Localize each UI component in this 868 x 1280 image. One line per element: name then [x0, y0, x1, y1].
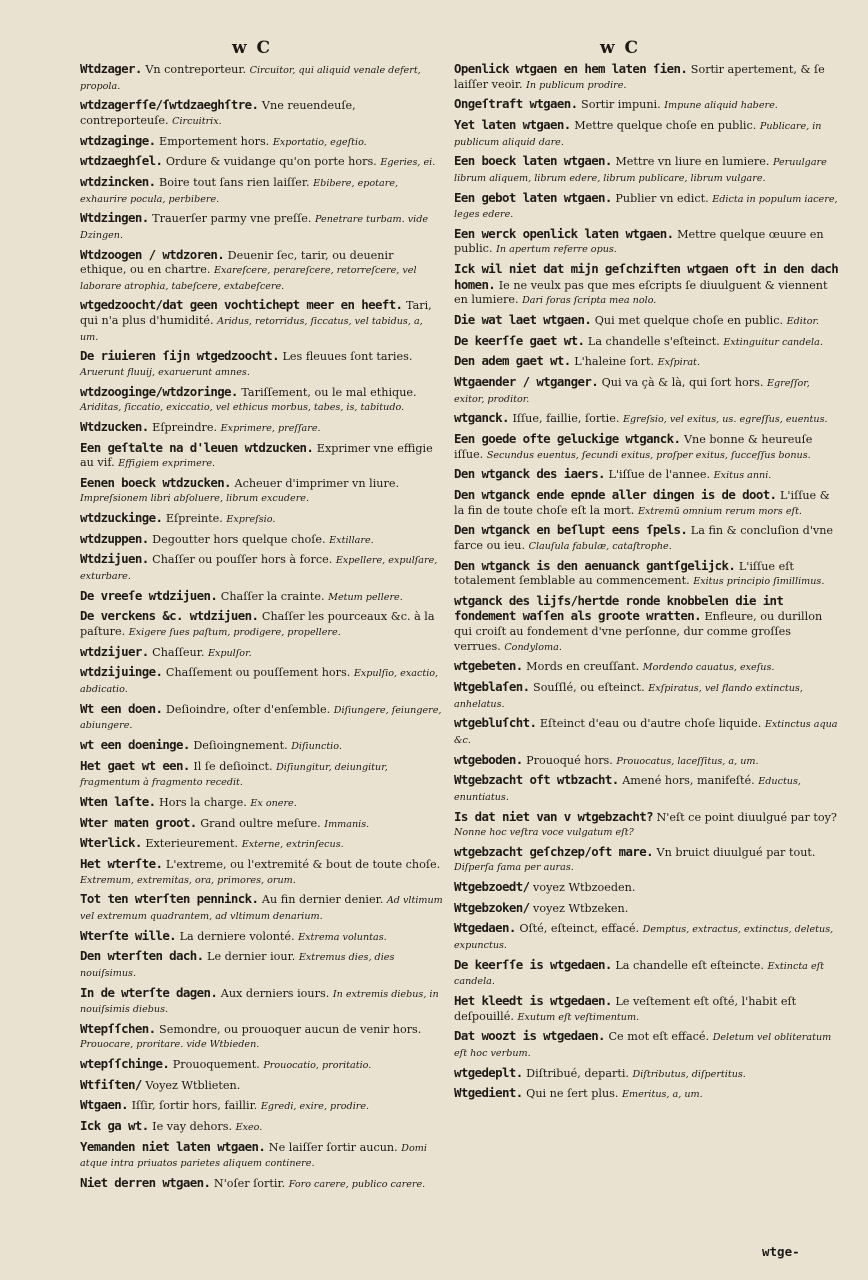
entry-french: Ie vay dehors.	[152, 1120, 233, 1134]
dictionary-entry	[454, 467, 840, 484]
entry-headword: wtdzijuer.	[80, 643, 149, 659]
entry-french: Hors la charge.	[159, 795, 247, 809]
entry-french: L'extreme, ou l'extremité & bout de toute choſe.	[165, 857, 441, 871]
dictionary-entry	[454, 659, 840, 676]
entry-french: Vne bonne & heureuſe iſſue.	[454, 433, 813, 461]
entry-latin: Aruerunt fluuij, exaruerunt amnes.	[80, 366, 250, 378]
entry-latin: Diſiunctio.	[291, 740, 342, 752]
entry-latin: Exprimere, preſſare.	[220, 422, 321, 434]
entry-latin: Diſtributus, diſpertitus.	[632, 1068, 746, 1080]
entry-french: Chaſſement ou pouſſement hors.	[165, 666, 351, 680]
entry-french: Ordure & vuidange qu'on porte hors.	[165, 155, 377, 169]
dictionary-entry	[80, 645, 443, 662]
entry-headword: wtdzincken.	[80, 173, 156, 189]
entry-headword: Een goede ofte geluckige wtganck.	[454, 431, 681, 446]
entry-latin: Foro carere, publico carere.	[288, 1179, 426, 1191]
dictionary-entry	[80, 552, 443, 584]
entry-headword: Wtgedaen.	[454, 920, 516, 936]
entry-french: Deuenir ſec, tarir, ou deuenir ethique, ou en chartre.	[80, 248, 394, 277]
entry-latin: Condyloma.	[504, 641, 562, 653]
dictionary-entry	[454, 958, 840, 990]
entry-french: Il ſe deſioinct.	[193, 759, 273, 773]
entry-headword: Den adem gaet wt.	[454, 353, 571, 369]
entry-headword: Wtgebzoken/	[454, 899, 530, 915]
entry-latin: Egredi, exire, prodire.	[260, 1101, 370, 1113]
dictionary-entry	[80, 98, 443, 129]
entry-headword: Wtepſſchen.	[80, 1020, 156, 1036]
entry-headword: Wten laſte.	[80, 793, 156, 809]
entry-latin: Expulſio, exactio, abdicatio.	[80, 668, 439, 695]
entry-french: N'oſer ſortir.	[213, 1177, 286, 1191]
entry-headword: Wtgebzacht oft wtbzacht.	[454, 772, 619, 788]
entry-headword: De verckens &c. wtdzijuen.	[80, 608, 259, 624]
entry-latin: Peruulgare librum aliquem, librum edere, librum publicare, librum vulgare.	[454, 157, 827, 184]
dictionary-entry	[454, 191, 840, 223]
entry-headword: In de wterſte dagen.	[80, 984, 218, 1000]
entry-latin: Penetrare turbam. vide Dzingen.	[80, 214, 429, 241]
dictionary-entry	[454, 411, 840, 428]
dictionary-entry	[454, 375, 840, 407]
header-left-letters: w C	[232, 38, 273, 58]
entry-french: La derniere volonté.	[179, 929, 295, 943]
dictionary-entry	[80, 665, 443, 697]
entry-french: Au fin dernier denier.	[261, 893, 384, 907]
dictionary-entry	[80, 949, 443, 981]
entry-headword: Den wtganck ende epnde aller dingen is de doot.	[454, 486, 777, 502]
entry-latin: Ex onere.	[250, 797, 297, 809]
entry-headword: Een gebot laten wtgaen.	[454, 189, 612, 205]
entry-latin: Editor.	[786, 315, 820, 327]
entry-headword: Wtgaender / wtganger.	[454, 374, 599, 390]
entry-headword: Wt een doen.	[80, 700, 163, 716]
entry-french: Sortir apertement, & ſe laiſſer veoir.	[454, 63, 825, 91]
entry-french: Les fleuues ſont taries.	[282, 350, 413, 364]
dictionary-entry	[454, 62, 840, 93]
dictionary-entry	[80, 532, 443, 549]
dictionary-entry	[454, 880, 840, 897]
entry-french: Mords en creuſſant.	[526, 660, 640, 674]
entry-french: Trauerſer parmy vne preſſe.	[152, 212, 312, 226]
entry-latin: Expellere, expulſare, exturbare.	[80, 555, 438, 583]
entry-headword: wtepſſchinge.	[80, 1056, 170, 1072]
entry-headword: Wter maten groot.	[80, 814, 197, 830]
entry-french: Grand oultre meſure.	[200, 816, 321, 830]
entry-french: Semondre, ou prouoquer aucun de venir hors.	[159, 1022, 422, 1036]
dictionary-entry	[80, 759, 443, 791]
right-column	[454, 62, 840, 1107]
entry-french: Publier vn edict.	[615, 191, 709, 205]
entry-headword: De keerſſe gaet wt.	[454, 332, 585, 348]
entry-headword: Den wtganck is den aenuanck gantſgelijck.	[454, 557, 736, 573]
entry-latin: Exitus principio ſimillimus.	[693, 576, 825, 588]
entry-french: Chaſſeur.	[152, 645, 205, 659]
entry-headword: Wtdzingen.	[80, 210, 149, 226]
entry-french: Ce mot eſt effacé.	[608, 1030, 710, 1044]
entry-headword: Ongeſtraft wtgaen.	[454, 96, 578, 112]
entry-headword: wtdzagerfſe/ſwtdzaeghſtre.	[80, 97, 259, 113]
entry-headword: Wtgebzoedt/	[454, 879, 530, 895]
dictionary-entry	[454, 921, 840, 953]
dictionary-entry	[454, 262, 840, 309]
entry-french: voyez Wtbzeken.	[533, 901, 629, 915]
dictionary-entry	[80, 702, 443, 734]
dictionary-entry	[80, 1140, 443, 1172]
entry-latin: Secundus euentus, ſecundi exitus, proſper exitus, ſucceſſus bonus.	[486, 449, 811, 461]
dictionary-entry	[80, 857, 443, 888]
catchword: wtge-	[762, 1244, 800, 1259]
entry-french: Degoutter hors quelque choſe.	[152, 532, 326, 546]
entry-headword: Yemanden niet laten wtgaen.	[80, 1138, 266, 1154]
dictionary-entry	[80, 1057, 443, 1074]
entry-french: Chaſſer les pourceaux &c. à la paſture.	[80, 610, 435, 638]
entry-french: Prouoqué hors.	[526, 753, 613, 767]
entry-latin: Prouocatus, laceſſitus, a, um.	[616, 755, 759, 767]
entry-headword: Wtgedient.	[454, 1085, 523, 1101]
dictionary-entry	[454, 994, 840, 1025]
entry-french: Iſſir, ſortir hors, faillir.	[131, 1099, 258, 1113]
dictionary-entry	[454, 354, 840, 371]
entry-french: Enfleure, ou durillon qui croiſt au fondement d'vne perſonne, dur comme groſſes verrues.	[454, 610, 823, 653]
entry-french: L'iſſue eſt totalement ſemblable au commencement.	[454, 559, 794, 588]
entry-latin: Extrema voluntas.	[298, 931, 387, 943]
entry-french: L'iſſue de l'annee.	[608, 468, 711, 482]
entry-french: La chandelle eſt eſteincte.	[615, 958, 764, 972]
entry-latin: Exareſcere, perareſcere, retorreſcere, vel laborare atrophia, tabeſcere, extabeſcere.	[80, 265, 417, 292]
entry-latin: Exitus anni.	[713, 470, 772, 482]
entry-headword: Openlick wtgaen en hem laten ſien.	[454, 61, 688, 76]
entry-latin: Diſiungitur, deiungitur, fragmentum à fragmento recedit.	[80, 761, 388, 789]
entry-headword: wtdzooginge/wtdzoringe.	[80, 383, 238, 399]
dictionary-entry	[80, 609, 443, 640]
entry-latin: Exeo.	[235, 1122, 263, 1134]
dictionary-entry	[80, 986, 443, 1018]
entry-headword: De keerſſe is wtgedaen.	[454, 956, 612, 972]
dictionary-entry	[80, 1176, 443, 1193]
entry-latin: Circuitrix.	[172, 115, 222, 127]
entry-headword: wtgedzoocht/dat geen vochtichept meer en heeft.	[80, 297, 403, 313]
entry-french: Oſté, eſteinct, effacé.	[519, 922, 640, 936]
entry-headword: Dat woozt is wtgedaen.	[454, 1028, 605, 1044]
entry-headword: Den wtganck des iaers.	[454, 466, 605, 482]
dictionary-entry	[454, 154, 840, 186]
entry-latin: Mordendo cauatus, exeſus.	[642, 662, 775, 674]
entry-latin: Immanis.	[324, 818, 370, 830]
entry-latin: Exſpiratus, vel flando extinctus, anhelatus.	[454, 682, 803, 710]
entry-headword: Wtdzijuen.	[80, 551, 149, 567]
entry-french: Mettre quelque choſe en public.	[574, 118, 757, 132]
entry-latin: Extremus dies, dies nouiſsimus.	[80, 952, 395, 979]
entry-latin: Exſpirat.	[657, 357, 700, 369]
entry-headword: Niet derren wtgaen.	[80, 1175, 211, 1191]
entry-latin: Ebibere, epotare, exhaurire pocula, perbibere.	[80, 177, 399, 205]
entry-french: Tari, qui n'a plus d'humidité.	[80, 299, 432, 327]
entry-french: voyez Wtbzoeden.	[533, 881, 636, 895]
entry-headword: wtganck des lijfs/hertde ronde knobbelen die int fondement waſſen als groote wratten.	[454, 592, 784, 624]
entry-latin: Deletum vel obliteratum eſt hoc verbum.	[454, 1032, 832, 1059]
dictionary-entry	[454, 559, 840, 590]
entry-headword: Die wat laet wtgaen.	[454, 311, 592, 327]
entry-latin: Exutum eſt veſtimentum.	[517, 1011, 640, 1023]
entry-latin: Egreſſor, exitor, proditor.	[454, 378, 810, 405]
entry-latin: Prouocatio, proritatio.	[263, 1060, 372, 1072]
entry-latin: Eductus, enuntiatus.	[454, 776, 801, 803]
dictionary-entry	[454, 901, 840, 918]
dictionary-entry	[80, 349, 443, 380]
entry-latin: Extremū omnium rerum mors eſt.	[637, 505, 802, 517]
entry-headword: Een boeck laten wtgaen.	[454, 153, 612, 169]
dictionary-entry	[80, 511, 443, 528]
entry-french: Mettre quelque œuure en public.	[454, 227, 824, 256]
entry-headword: wt een doeninge.	[80, 736, 190, 752]
entry-french: Qui ne ſert plus.	[526, 1087, 619, 1101]
entry-latin: Externe, extrinſecus.	[241, 839, 344, 851]
dictionary-entry	[80, 420, 443, 437]
entry-latin: Publicare, in publicum aliquid dare.	[454, 120, 822, 148]
dictionary-entry	[80, 892, 443, 924]
entry-french: La chandelle s'eſteinct.	[587, 334, 720, 348]
entry-headword: Wtdzoogen / wtdzoren.	[80, 246, 225, 262]
dictionary-entry	[454, 810, 840, 841]
entry-french: Qui met quelque choſe en public.	[594, 313, 784, 327]
dictionary-entry	[454, 716, 840, 748]
dictionary-entry	[80, 298, 443, 345]
entry-latin: Ad vltimum vel extremum quadrantem, ad vltimum denarium.	[80, 895, 443, 922]
dictionary-entry	[454, 432, 840, 463]
entry-french: Souſſlé, ou eſteinct.	[533, 680, 645, 694]
entry-headword: Wtgaen.	[80, 1097, 129, 1113]
entry-latin: In publicum prodire.	[526, 79, 627, 91]
entry-french: Ne laiſſer ſortir aucun.	[268, 1140, 398, 1154]
entry-latin: Extincta eſt candela.	[454, 960, 825, 988]
entry-headword: Wterlick.	[80, 835, 142, 851]
entry-french: La fin & concluſion d'vne farce ou ieu.	[454, 524, 834, 552]
dictionary-entry	[80, 134, 443, 151]
entry-latin: In extremis diebus, in nouiſsimis diebus.	[80, 988, 439, 1016]
entry-headword: wtdzuckinge.	[80, 510, 163, 526]
entry-latin: Impreſsionem libri abſoluere, librum excudere.	[80, 493, 310, 505]
entry-latin: Expulſor.	[207, 647, 252, 659]
entry-french: Sortir impuni.	[581, 98, 661, 112]
entry-french: Deſioingnement.	[193, 738, 288, 752]
entry-latin: Effigiem exprimere.	[118, 458, 216, 470]
entry-french: Exprimer vne effigie au vif.	[80, 441, 433, 470]
entry-latin: Extillare.	[329, 534, 374, 546]
dictionary-entry	[454, 1029, 840, 1061]
dictionary-entry	[80, 816, 443, 833]
entry-french: Voyez Wtblieten.	[145, 1078, 241, 1092]
dictionary-entry	[80, 1022, 443, 1053]
dictionary-entry	[454, 523, 840, 554]
dictionary-entry	[80, 1098, 443, 1115]
entry-headword: Den wtganck en beſlupt eens ſpels.	[454, 522, 688, 538]
entry-latin: Circuitor, qui aliquid venale defert, propola.	[80, 65, 421, 92]
entry-french: Amené hors, manifeſté.	[622, 774, 755, 788]
entry-latin: Extremum, extremitas, ora, primores, orum.	[80, 874, 296, 886]
dictionary-entry	[80, 836, 443, 853]
entry-latin: Nonne hoc veſtra voce vulgatum eſt?	[454, 827, 634, 839]
entry-french: Iſſue, faillie, ſortie.	[512, 412, 620, 426]
entry-headword: wtdzijuinge.	[80, 664, 163, 680]
entry-headword: Wtgeblaſen.	[454, 678, 530, 694]
dictionary-entry	[80, 929, 443, 946]
dictionary-entry	[454, 313, 840, 330]
entry-french: Prouoquement.	[172, 1058, 260, 1072]
entry-french: Ie ne veulx pas que mes eſcripts ſe diuulguent & viennent en lumiere.	[454, 278, 828, 307]
dictionary-entry	[80, 175, 443, 207]
entry-headword: wtgebzacht geſchzep/oft mare.	[454, 843, 653, 859]
entry-headword: Wtdzucken.	[80, 418, 149, 434]
entry-french: Vn bruict diuulgué par tout.	[656, 845, 816, 859]
entry-latin: Emeritus, a, um.	[622, 1089, 703, 1101]
dictionary-entry	[454, 594, 840, 655]
entry-latin: Domi atque intra priuatos parietes aliquem continere.	[80, 1142, 427, 1170]
entry-headword: wtdzaginge.	[80, 132, 156, 148]
entry-headword: Een werck openlick laten wtgaen.	[454, 225, 674, 241]
entry-latin: Ariditas, ſiccatio, exiccatio, vel ethicus morbus, tabes, is, tabitudo.	[80, 402, 405, 414]
entry-headword: Wtdzager.	[80, 61, 142, 76]
entry-latin: In apertum referre opus.	[496, 244, 617, 256]
dictionary-entry	[454, 753, 840, 770]
entry-latin: Dari foras ſcripta mea nolo.	[522, 295, 657, 307]
dictionary-entry	[80, 795, 443, 812]
dictionary-entry	[80, 738, 443, 755]
entry-french: Emportement hors.	[159, 134, 270, 148]
entry-latin: Exportatio, egeſtio.	[272, 136, 367, 148]
entry-headword: Het kleedt is wtgedaen.	[454, 993, 612, 1008]
dictionary-entry	[80, 62, 443, 94]
entry-headword: Een geſtalte na d'leuen wtdzucken.	[80, 439, 314, 455]
dictionary-entry	[454, 1086, 840, 1103]
dictionary-entry	[80, 248, 443, 295]
header-right-letters: w C	[600, 38, 641, 58]
entry-french: Tariſſement, ou le mal ethique.	[241, 385, 417, 399]
entry-latin: Egeries, ei.	[380, 157, 436, 169]
entry-french: Deſioindre, oſter d'enſemble.	[165, 702, 331, 716]
dictionary-entry	[80, 385, 443, 416]
entry-headword: Eenen boeck wtdzucken.	[80, 474, 231, 490]
entry-latin: Exigere ſues paſtum, prodigere, propellere.	[128, 627, 341, 638]
entry-headword: wtgeboden.	[454, 751, 523, 767]
entry-french: Acheuer d'imprimer vn liure.	[234, 476, 399, 490]
dictionary-entry	[454, 680, 840, 712]
entry-headword: Tot ten wterſten penninck.	[80, 891, 259, 907]
entry-headword: Is dat niet van v wtgebzacht?	[454, 808, 653, 824]
entry-french: Vne reuendeuſe, contreporteuſe.	[80, 99, 356, 127]
dictionary-entry	[454, 845, 840, 876]
entry-french: Chaſſer ou pouſſer hors à force.	[152, 553, 333, 567]
entry-headword: Den wterſten dach.	[80, 948, 204, 964]
entry-french: L'haleine ſort.	[574, 355, 655, 369]
entry-french: Eſteinct d'eau ou d'autre choſe liquide.	[539, 717, 762, 731]
dictionary-entry	[80, 441, 443, 472]
dictionary-entry	[454, 97, 840, 114]
dictionary-entry	[80, 154, 443, 171]
entry-french: Le dernier iour.	[207, 950, 296, 964]
entry-latin: Prouocare, proritare. vide Wtbieden.	[80, 1039, 260, 1051]
entry-headword: wtganck.	[454, 410, 509, 426]
entry-french: Chaſſer la crainte.	[220, 589, 325, 603]
entry-headword: wtgebeten.	[454, 658, 523, 674]
entry-latin: Aridus, retorridus, ſiccatus, vel tabidus, a, um.	[80, 315, 423, 343]
dictionary-entry	[454, 227, 840, 258]
entry-latin: Impune aliquid habere.	[664, 100, 778, 112]
entry-headword: Ick ga wt.	[80, 1118, 149, 1134]
entry-latin: Expreſsio.	[226, 514, 276, 526]
entry-latin: Clauſula fabulæ, cataſtrophe.	[528, 540, 672, 552]
entry-latin: Demptus, extractus, extinctus, deletus, expunctus.	[454, 924, 834, 952]
dictionary-entry	[80, 476, 443, 507]
entry-french: Boire tout ſans rien laiſſer.	[159, 175, 310, 189]
entry-latin: Extinguitur candela.	[723, 336, 823, 348]
left-column	[80, 62, 443, 1197]
entry-latin: Diſiungere, ſeiungere, abiungere.	[80, 704, 442, 732]
dictionary-entry	[454, 1066, 840, 1083]
entry-latin: Egreſsio, vel exitus, us. egreſſus, euentus.	[623, 414, 828, 426]
entry-headword: Ick wil niet dat mijn geſchziften wtgaen oft in den dach homen.	[454, 261, 839, 292]
entry-headword: De riuieren ſijn wtgedzoocht.	[80, 348, 279, 364]
entry-french: Eſpreindre.	[152, 420, 218, 434]
entry-headword: wtdzaeghſel.	[80, 153, 163, 169]
entry-french: N'eſt ce point diuulgué par toy?	[656, 810, 837, 824]
dictionary-entry	[454, 334, 840, 351]
dictionary-entry	[454, 488, 840, 519]
dictionary-entry	[80, 1078, 443, 1095]
entry-headword: Wterſte wille.	[80, 927, 177, 943]
entry-headword: Yet laten wtgaen.	[454, 116, 571, 132]
entry-latin: Diſperſa fama per auras.	[454, 862, 574, 874]
entry-headword: wtgebluſcht.	[454, 715, 537, 731]
entry-headword: Het wterſte.	[80, 855, 163, 871]
entry-headword: Het gaet wt een.	[80, 757, 190, 773]
entry-latin: Metum pellere.	[328, 591, 403, 603]
entry-headword: Wtfiſten/	[80, 1076, 142, 1092]
entry-french: Mettre vn liure en lumiere.	[615, 155, 770, 169]
dictionary-entry	[454, 118, 840, 150]
entry-latin: Extinctus aqua &c.	[454, 719, 838, 746]
dictionary-entry	[80, 211, 443, 243]
entry-latin: Edicta in populum iacere, leges edere.	[454, 193, 838, 221]
entry-french: L'iſſue & la fin de toute choſe eſt la mort.	[454, 488, 830, 517]
entry-french: Diſtribué, departi.	[526, 1066, 629, 1080]
entry-headword: wtdzuppen.	[80, 530, 149, 546]
dictionary-entry	[454, 773, 840, 805]
entry-headword: wtgedeplt.	[454, 1064, 523, 1080]
entry-headword: De vreeſe wtdzijuen.	[80, 587, 218, 603]
entry-french: Eſpreinte.	[165, 512, 223, 526]
entry-french: Aux derniers iours.	[220, 986, 330, 1000]
dictionary-entry	[80, 1119, 443, 1136]
dictionary-entry	[80, 589, 443, 606]
entry-french: Le veſtement eſt oſté, l'habit eſt deſpouillé.	[454, 995, 797, 1023]
entry-french: Exterieurement.	[145, 837, 239, 851]
entry-french: Vn contreporteur.	[145, 63, 247, 76]
entry-french: Qui va çà & là, qui ſort hors.	[601, 376, 764, 390]
